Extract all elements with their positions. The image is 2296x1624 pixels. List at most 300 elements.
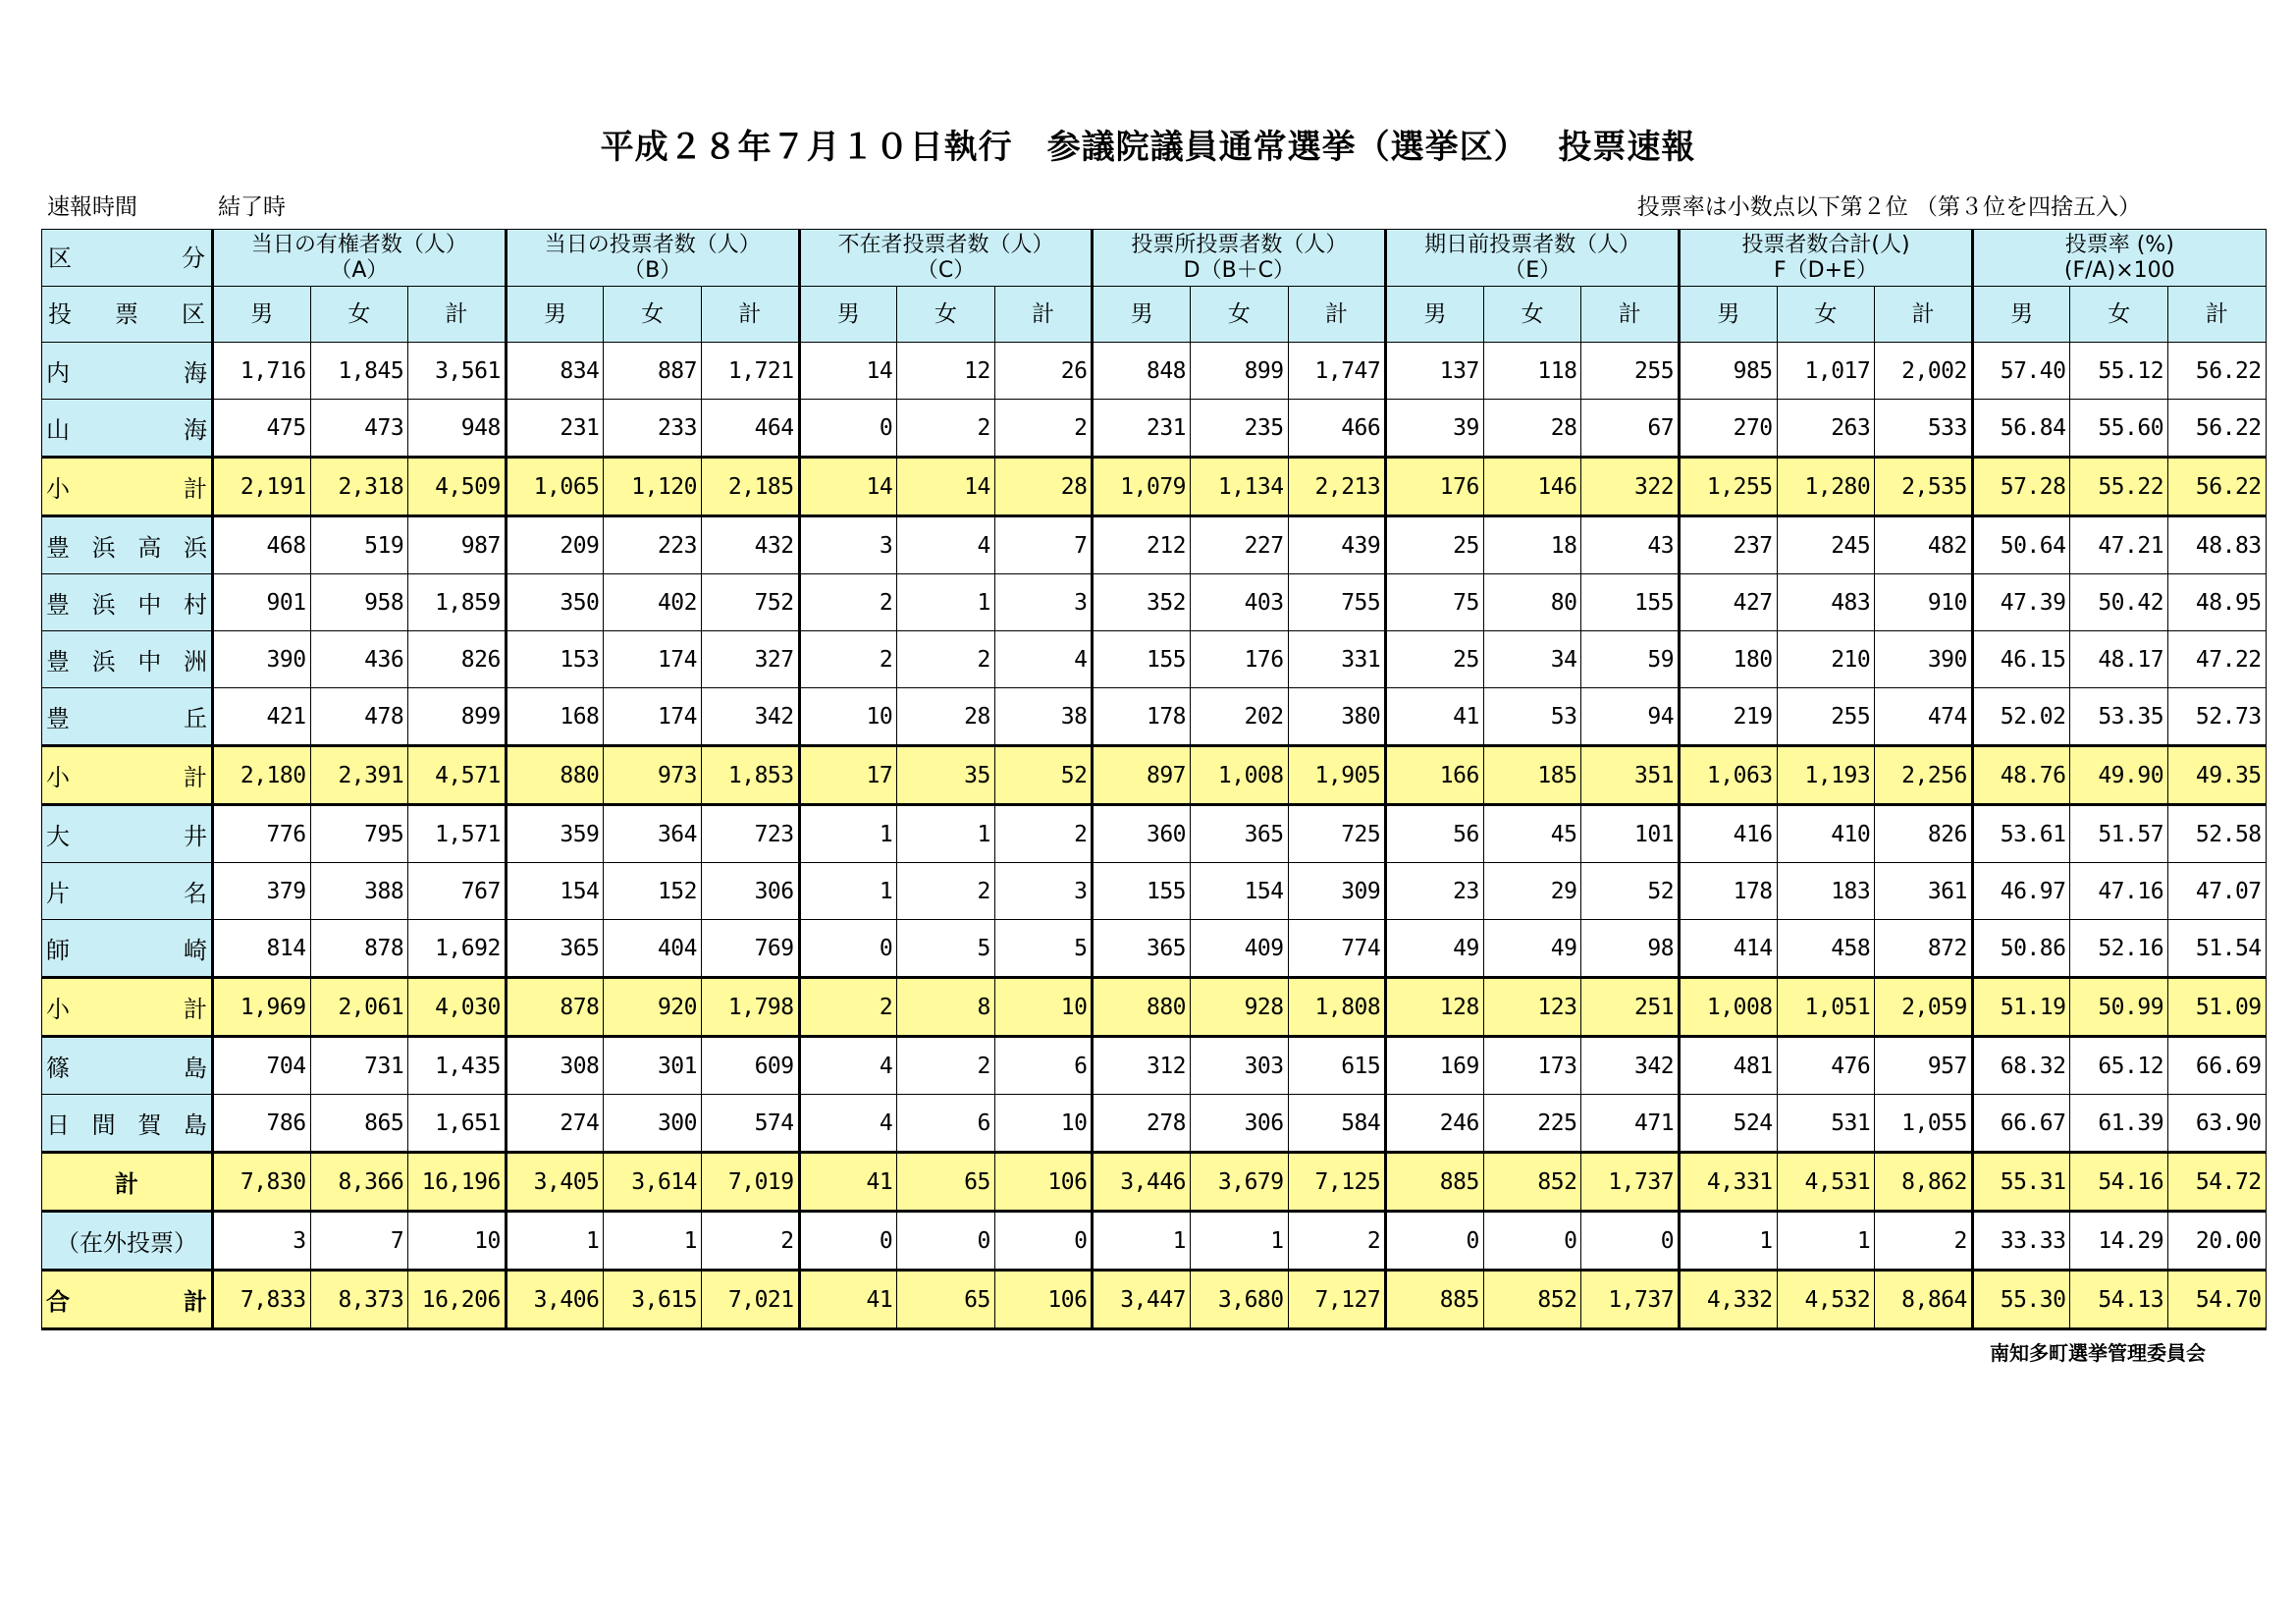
table-cell: 1 <box>604 1212 702 1271</box>
table-cell: 852 <box>1483 1153 1581 1212</box>
table-row <box>42 1271 2267 1329</box>
table-cell: 49 <box>1483 920 1581 978</box>
sub-header-cell: 男 <box>1972 287 2070 343</box>
table-cell: 2 <box>702 1212 800 1271</box>
table-cell: 246 <box>1386 1095 1484 1153</box>
table-cell: 533 <box>1875 400 1973 458</box>
table-cell: 35 <box>897 746 995 805</box>
header-group <box>1972 230 2266 287</box>
corner-label-char: 区 <box>48 244 72 272</box>
table-cell: 118 <box>1483 343 1581 400</box>
corner-top-cell <box>42 230 213 287</box>
row-label-char: 浜 <box>91 648 116 676</box>
row-label-char: 崎 <box>184 937 207 964</box>
table-cell: 155 <box>1581 574 1680 631</box>
table-cell: 152 <box>604 863 702 920</box>
table-cell: 46.15 <box>1972 631 2070 688</box>
table-cell: 473 <box>310 400 408 458</box>
table-cell: 47.39 <box>1972 574 2070 631</box>
table-cell: 2 <box>799 631 897 688</box>
row-label-char: 小 <box>46 764 70 791</box>
table-cell: 7,019 <box>702 1153 800 1212</box>
row-label-char: 洲 <box>183 648 207 676</box>
table-cell: 2,213 <box>1288 458 1386 516</box>
table-cell: 421 <box>213 688 311 746</box>
sub-header-cell: 男 <box>506 287 604 343</box>
table-cell: 4,332 <box>1680 1271 1778 1329</box>
table-cell: 1,280 <box>1777 458 1875 516</box>
table-cell: 1,721 <box>702 343 800 400</box>
table-cell: 436 <box>310 631 408 688</box>
table-cell: 178 <box>1093 688 1191 746</box>
sub-header-cell: 計 <box>1288 287 1386 343</box>
table-cell: 350 <box>506 574 604 631</box>
table-cell: 3,561 <box>408 343 507 400</box>
table-cell: 6 <box>994 1037 1093 1095</box>
table-cell: 1,055 <box>1875 1095 1973 1153</box>
table-cell: 39 <box>1386 400 1484 458</box>
row-label-char: 浜 <box>183 534 207 562</box>
table-cell: 4 <box>799 1037 897 1095</box>
row-label-char: 片 <box>46 880 70 907</box>
table-cell: 899 <box>408 688 507 746</box>
table-cell: 50.64 <box>1972 516 2070 574</box>
table-cell: 2 <box>1288 1212 1386 1271</box>
table-cell: 404 <box>604 920 702 978</box>
table-cell: 2,391 <box>310 746 408 805</box>
table-cell: 878 <box>310 920 408 978</box>
page-title: 平成２８年７月１０日執行 参議院議員通常選挙（選挙区） 投票速報 <box>600 128 1696 167</box>
table-cell: 1 <box>897 805 995 863</box>
table-cell: 4 <box>994 631 1093 688</box>
table-cell: 390 <box>213 631 311 688</box>
row-label-char: 海 <box>184 416 207 444</box>
table-cell: 301 <box>604 1037 702 1095</box>
table-cell: 1,853 <box>702 746 800 805</box>
table-cell: 49.90 <box>2070 746 2168 805</box>
table-cell: 0 <box>799 920 897 978</box>
sub-header-cell: 計 <box>1875 287 1973 343</box>
table-cell: 1,969 <box>213 978 311 1037</box>
table-cell: 1,193 <box>1777 746 1875 805</box>
footer-organization: 南知多町選挙管理委員会 <box>1990 1341 2206 1365</box>
table-cell: 360 <box>1093 805 1191 863</box>
table-cell: 270 <box>1680 400 1778 458</box>
table-cell: 365 <box>506 920 604 978</box>
table-cell: 774 <box>1288 920 1386 978</box>
table-cell: 28 <box>1483 400 1581 458</box>
corner-label-char: 区 <box>182 300 205 328</box>
table-cell: 14 <box>897 458 995 516</box>
table-cell: 1,651 <box>408 1095 507 1153</box>
table-cell: 153 <box>506 631 604 688</box>
table-cell: 3,406 <box>506 1271 604 1329</box>
corner-top-label <box>42 245 211 271</box>
table-cell: 51.09 <box>2168 978 2267 1037</box>
table-cell: 1,737 <box>1581 1271 1680 1329</box>
table-cell: 388 <box>310 863 408 920</box>
table-cell: 7 <box>310 1212 408 1271</box>
table-cell: 482 <box>1875 516 1973 574</box>
table-row <box>42 343 2267 400</box>
table-cell: 47.22 <box>2168 631 2267 688</box>
table-cell: 0 <box>1581 1212 1680 1271</box>
sub-header-cell: 計 <box>408 287 507 343</box>
table-cell: 227 <box>1191 516 1289 574</box>
row-label <box>42 343 213 400</box>
table-cell: 0 <box>1386 1212 1484 1271</box>
table-cell: 10 <box>799 688 897 746</box>
report-time-label: 速報時間 <box>47 194 137 220</box>
sub-header-cell: 女 <box>1483 287 1581 343</box>
sub-header-cell: 女 <box>310 287 408 343</box>
table-cell: 887 <box>604 343 702 400</box>
table-cell: 303 <box>1191 1037 1289 1095</box>
table-cell: 33.33 <box>1972 1212 2070 1271</box>
header-group-line1: 期日前投票者数（人） <box>1424 232 1641 257</box>
table-row <box>42 458 2267 516</box>
table-cell: 1,571 <box>408 805 507 863</box>
row-label-char: 浜 <box>91 534 116 562</box>
table-cell: 56.22 <box>2168 343 2267 400</box>
table-cell: 52 <box>994 746 1093 805</box>
row-label <box>42 516 213 574</box>
table-cell: 10 <box>408 1212 507 1271</box>
table-cell: 1 <box>897 574 995 631</box>
table-cell: 55.22 <box>2070 458 2168 516</box>
table-cell: 414 <box>1680 920 1778 978</box>
table-cell: 219 <box>1680 688 1778 746</box>
row-label-char: 計 <box>184 1288 207 1316</box>
table-cell: 1,255 <box>1680 458 1778 516</box>
corner-label-char: 分 <box>182 244 205 272</box>
header-group-line1: 投票率 (%) <box>2064 232 2174 257</box>
header-group-line1: 当日の投票者数（人） <box>544 232 761 257</box>
table-cell: 2,061 <box>310 978 408 1037</box>
table-cell: 752 <box>702 574 800 631</box>
sub-header-cell: 男 <box>213 287 311 343</box>
table-cell: 1,008 <box>1191 746 1289 805</box>
table-cell: 987 <box>408 516 507 574</box>
header-group <box>213 230 507 287</box>
table-cell: 41 <box>799 1153 897 1212</box>
row-label-char: 計 <box>184 475 207 503</box>
table-cell: 786 <box>213 1095 311 1153</box>
row-label <box>42 1037 213 1095</box>
table-row <box>42 978 2267 1037</box>
table-cell: 235 <box>1191 400 1289 458</box>
header-group-line2: （A） <box>330 257 389 283</box>
header-group-line1: 不在者投票者数（人） <box>837 232 1054 257</box>
table-cell: 56.84 <box>1972 400 2070 458</box>
sub-header-cell: 女 <box>897 287 995 343</box>
row-label-char: 中 <box>137 648 162 676</box>
table-cell: 901 <box>213 574 311 631</box>
table-cell: 41 <box>1386 688 1484 746</box>
rate-note: 投票率は小数点以下第２位 （第３位を四捨五入） <box>1636 194 2141 220</box>
table-cell: 26 <box>994 343 1093 400</box>
table-cell: 3,679 <box>1191 1153 1289 1212</box>
table-cell: 245 <box>1777 516 1875 574</box>
table-cell: 16,206 <box>408 1271 507 1329</box>
table-cell: 52.73 <box>2168 688 2267 746</box>
table-cell: 1 <box>799 863 897 920</box>
table-cell: 155 <box>1093 863 1191 920</box>
table-cell: 2 <box>799 574 897 631</box>
table-cell: 897 <box>1093 746 1191 805</box>
table-cell: 885 <box>1386 1271 1484 1329</box>
table-cell: 1,435 <box>408 1037 507 1095</box>
table-cell: 2 <box>994 805 1093 863</box>
table-cell: 237 <box>1680 516 1778 574</box>
row-label: 計 <box>42 1153 213 1212</box>
table-cell: 795 <box>310 805 408 863</box>
table-cell: 48.76 <box>1972 746 2070 805</box>
table-cell: 263 <box>1777 400 1875 458</box>
table-cell: 168 <box>506 688 604 746</box>
table-cell: 352 <box>1093 574 1191 631</box>
table-cell: 51.54 <box>2168 920 2267 978</box>
header-group-line1: 投票者数合計(人) <box>1741 232 1910 257</box>
table-cell: 16,196 <box>408 1153 507 1212</box>
table-cell: 474 <box>1875 688 1973 746</box>
table-cell: 0 <box>897 1212 995 1271</box>
table-cell: 1,008 <box>1680 978 1778 1037</box>
table-cell: 65 <box>897 1153 995 1212</box>
table-cell: 402 <box>604 574 702 631</box>
row-label-char: 高 <box>137 534 162 562</box>
table-cell: 56.22 <box>2168 400 2267 458</box>
table-cell: 57.40 <box>1972 343 2070 400</box>
table-cell: 327 <box>702 631 800 688</box>
table-cell: 146 <box>1483 458 1581 516</box>
table-cell: 3 <box>799 516 897 574</box>
row-label-char: 篠 <box>46 1055 70 1082</box>
table-cell: 380 <box>1288 688 1386 746</box>
table-cell: 410 <box>1777 805 1875 863</box>
table-row <box>42 805 2267 863</box>
corner-label-char: 投 <box>48 300 72 328</box>
table-cell: 123 <box>1483 978 1581 1037</box>
table-cell: 52.16 <box>2070 920 2168 978</box>
table-cell: 4,331 <box>1680 1153 1778 1212</box>
table-cell: 0 <box>994 1212 1093 1271</box>
table-cell: 23 <box>1386 863 1484 920</box>
table-cell: 14 <box>799 343 897 400</box>
table-cell: 2 <box>897 1037 995 1095</box>
row-label <box>42 688 213 746</box>
table-cell: 1,051 <box>1777 978 1875 1037</box>
table-cell: 432 <box>702 516 800 574</box>
table-row <box>42 1153 2267 1212</box>
table-cell: 848 <box>1093 343 1191 400</box>
table-row <box>42 574 2267 631</box>
table-cell: 308 <box>506 1037 604 1095</box>
table-cell: 1 <box>799 805 897 863</box>
row-label-char: 浜 <box>91 591 116 619</box>
table-cell: 464 <box>702 400 800 458</box>
table-cell: 2,191 <box>213 458 311 516</box>
table-cell: 776 <box>213 805 311 863</box>
header-group-line2: F（D+E） <box>1774 257 1878 283</box>
table-cell: 53 <box>1483 688 1581 746</box>
table-cell: 1,692 <box>408 920 507 978</box>
table-cell: 878 <box>506 978 604 1037</box>
table-cell: 331 <box>1288 631 1386 688</box>
table-cell: 885 <box>1386 1153 1484 1212</box>
table-cell: 872 <box>1875 920 1973 978</box>
table-cell: 176 <box>1386 458 1484 516</box>
table-cell: 481 <box>1680 1037 1778 1095</box>
table-cell: 56.22 <box>2168 458 2267 516</box>
table-cell: 65.12 <box>2070 1037 2168 1095</box>
table-cell: 584 <box>1288 1095 1386 1153</box>
table-cell: 18 <box>1483 516 1581 574</box>
table-cell: 106 <box>994 1153 1093 1212</box>
table-cell: 154 <box>1191 863 1289 920</box>
row-label-char: 中 <box>137 591 162 619</box>
table-row <box>42 688 2267 746</box>
row-label <box>42 574 213 631</box>
table-cell: 1,065 <box>506 458 604 516</box>
table-cell: 7,021 <box>702 1271 800 1329</box>
table-cell: 54.70 <box>2168 1271 2267 1329</box>
table-cell: 3,615 <box>604 1271 702 1329</box>
table-cell: 1,808 <box>1288 978 1386 1037</box>
table-cell: 7 <box>994 516 1093 574</box>
table-cell: 55.31 <box>1972 1153 2070 1212</box>
table-cell: 28 <box>897 688 995 746</box>
table-cell: 231 <box>506 400 604 458</box>
table-cell: 365 <box>1191 805 1289 863</box>
table-cell: 48.95 <box>2168 574 2267 631</box>
sub-header-cell: 男 <box>1386 287 1484 343</box>
row-label <box>42 805 213 863</box>
table-cell: 12 <box>897 343 995 400</box>
table-cell: 615 <box>1288 1037 1386 1095</box>
table-cell: 351 <box>1581 746 1680 805</box>
sub-header-cell: 男 <box>1680 287 1778 343</box>
table-cell: 731 <box>310 1037 408 1095</box>
row-label-char: 計 <box>184 764 207 791</box>
table-row <box>42 400 2267 458</box>
row-label-char: 日 <box>46 1111 70 1139</box>
table-cell: 1,716 <box>213 343 311 400</box>
table-cell: 29 <box>1483 863 1581 920</box>
table-cell: 233 <box>604 400 702 458</box>
table-cell: 2,256 <box>1875 746 1973 805</box>
table-cell: 7,125 <box>1288 1153 1386 1212</box>
table-cell: 61.39 <box>2070 1095 2168 1153</box>
table-cell: 468 <box>213 516 311 574</box>
table-cell: 416 <box>1680 805 1778 863</box>
table-cell: 48.17 <box>2070 631 2168 688</box>
row-label <box>42 458 213 516</box>
table-cell: 8,862 <box>1875 1153 1973 1212</box>
row-label-char: 合 <box>46 1288 70 1316</box>
table-cell: 51.57 <box>2070 805 2168 863</box>
table-cell: 14.29 <box>2070 1212 2168 1271</box>
table-row <box>42 1212 2267 1271</box>
table-cell: 3,405 <box>506 1153 604 1212</box>
table-cell: 7,830 <box>213 1153 311 1212</box>
table-cell: 1 <box>1777 1212 1875 1271</box>
table-cell: 41 <box>799 1271 897 1329</box>
table-cell: 47.21 <box>2070 516 2168 574</box>
table-cell: 66.69 <box>2168 1037 2267 1095</box>
sub-header-cell: 計 <box>2168 287 2267 343</box>
table-cell: 3 <box>213 1212 311 1271</box>
table-cell: 50.86 <box>1972 920 2070 978</box>
table-cell: 458 <box>1777 920 1875 978</box>
table-cell: 38 <box>994 688 1093 746</box>
table-cell: 306 <box>702 863 800 920</box>
table-cell: 466 <box>1288 400 1386 458</box>
table-cell: 2,318 <box>310 458 408 516</box>
table-cell: 10 <box>994 1095 1093 1153</box>
row-label-char: 小 <box>46 475 70 503</box>
table-cell: 80 <box>1483 574 1581 631</box>
table-cell: 4,532 <box>1777 1271 1875 1329</box>
table-cell: 524 <box>1680 1095 1778 1153</box>
table-cell: 1,017 <box>1777 343 1875 400</box>
row-label-char: 名 <box>184 880 207 907</box>
table-cell: 300 <box>604 1095 702 1153</box>
table-cell: 98 <box>1581 920 1680 978</box>
table-cell: 920 <box>604 978 702 1037</box>
table-cell: 379 <box>213 863 311 920</box>
table-cell: 3 <box>994 863 1093 920</box>
table-cell: 2,185 <box>702 458 800 516</box>
table-cell: 973 <box>604 746 702 805</box>
table-cell: 8,373 <box>310 1271 408 1329</box>
sub-header-cell: 女 <box>2070 287 2168 343</box>
table-cell: 8 <box>897 978 995 1037</box>
table-cell: 1 <box>1680 1212 1778 1271</box>
table-cell: 475 <box>213 400 311 458</box>
table-cell: 278 <box>1093 1095 1191 1153</box>
table-cell: 865 <box>310 1095 408 1153</box>
table-cell: 574 <box>702 1095 800 1153</box>
sub-header-cell: 計 <box>994 287 1093 343</box>
table-cell: 342 <box>1581 1037 1680 1095</box>
table-cell: 2 <box>897 400 995 458</box>
table-cell: 834 <box>506 343 604 400</box>
row-label-char: 賀 <box>137 1111 162 1139</box>
table-cell: 173 <box>1483 1037 1581 1095</box>
table-cell: 3,446 <box>1093 1153 1191 1212</box>
table-cell: 47.16 <box>2070 863 2168 920</box>
table-cell: 223 <box>604 516 702 574</box>
table-cell: 4,509 <box>408 458 507 516</box>
table-cell: 20.00 <box>2168 1212 2267 1271</box>
table-cell: 75 <box>1386 574 1484 631</box>
table-cell: 3,680 <box>1191 1271 1289 1329</box>
table-cell: 985 <box>1680 343 1778 400</box>
table-cell: 1,079 <box>1093 458 1191 516</box>
corner-bottom-cell <box>42 287 213 343</box>
table-row <box>42 863 2267 920</box>
table-cell: 49.35 <box>2168 746 2267 805</box>
row-label <box>42 400 213 458</box>
table-cell: 471 <box>1581 1095 1680 1153</box>
table-cell: 826 <box>1875 805 1973 863</box>
row-label-char: 丘 <box>184 705 207 732</box>
row-label-char: 豊 <box>46 591 70 619</box>
table-cell: 3,614 <box>604 1153 702 1212</box>
table-cell: 361 <box>1875 863 1973 920</box>
table-cell: 53.61 <box>1972 805 2070 863</box>
